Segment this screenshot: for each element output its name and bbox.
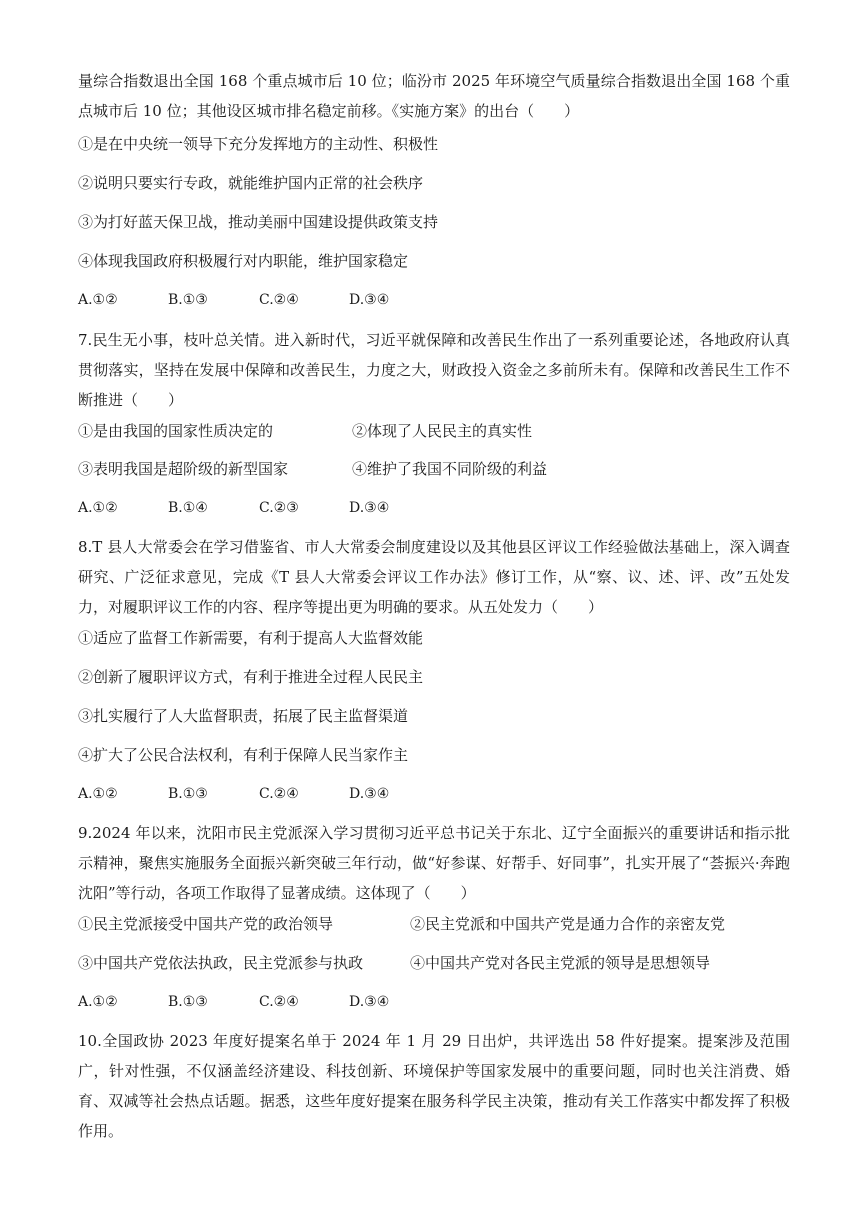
q8-option-4: ④扩大了公民合法权利，有利于保障人民当家作主 — [78, 746, 409, 764]
q7-answer-c: C.②③ — [259, 500, 299, 516]
q7-option-4: ④维护了我国不同阶级的利益 — [352, 460, 548, 478]
q6-answer-a: A.①② — [78, 292, 118, 308]
q6-answer-b: B.①③ — [168, 292, 208, 308]
q8-stem: 8.T 县人大常委会在学习借鉴省、市人大常委会制度建设以及其他县区评议工作经验做法基础上，深入调查研究、广泛征求意见，完成《T 县人大常委会评议工作办法》修订工作，从“察、议、述、评、改”五处发力，对履职评议工作的内容、程序等提出更为明确的要求。从五处发力（ ） — [78, 538, 790, 616]
q9-answer-a: A.①② — [78, 994, 118, 1010]
q9-option-1: ①民主党派接受中国共产党的政治领导 — [78, 915, 334, 933]
q10-stem: 10.全国政协 2023 年度好提案名单于 2024 年 1 月 29 日出炉，共评选出 58 件好提案。提案涉及范围广，针对性强，不仅涵盖经济建设、科技创新、环境保护等国家发展中的重要问题，同时也关注消费、婚育、双减等社会热点话题。据悉，这些年度好提案在服务科学民主决策，推动有关工作落实中都发挥了积极作用。 — [78, 1032, 790, 1140]
q9-option-4: ④中国共产党对各民主党派的领导是思想领导 — [410, 954, 711, 972]
q8-answer-a: A.①② — [78, 786, 118, 802]
q7-answer-b: B.①④ — [168, 500, 208, 516]
q9-answer-c: C.②④ — [259, 994, 299, 1010]
q7-stem: 7.民生无小事，枝叶总关情。进入新时代，习近平就保障和改善民生作出了一系列重要论述，各地政府认真贯彻落实，坚持在发展中保障和改善民生，力度之大，财政投入资金之多前所未有。保障和改善民生工作不断推进（ ） — [78, 331, 790, 409]
q7-answer-d: D.③④ — [349, 500, 390, 516]
q9-answer-d: D.③④ — [349, 994, 390, 1010]
q6-stem-continued: 量综合指数退出全国 168 个重点城市后 10 位；临汾市 2025 年环境空气质量综合指数退出全国 168 个重点城市后 10 位；其他设区城市排名稳定前移。《实施方案》的出台（ ） — [78, 72, 790, 120]
q8-answer-d: D.③④ — [349, 786, 390, 802]
q8-option-1: ①适应了监督工作新需要，有利于提高人大监督效能 — [78, 629, 424, 647]
q6-option-1: ①是在中央统一领导下充分发挥地方的主动性、积极性 — [78, 135, 439, 153]
q7-answer-a: A.①② — [78, 500, 118, 516]
q7-option-1: ①是由我国的国家性质决定的 — [78, 422, 274, 440]
q7-option-2: ②体现了人民民主的真实性 — [352, 422, 533, 440]
q7-option-3: ③表明我国是超阶级的新型国家 — [78, 460, 289, 478]
q6-option-2: ②说明只要实行专政，就能维护国内正常的社会秩序 — [78, 174, 424, 192]
q6-option-4: ④体现我国政府积极履行对内职能，维护国家稳定 — [78, 252, 409, 270]
q8-option-2: ②创新了履职评议方式，有利于推进全过程人民民主 — [78, 668, 424, 686]
q8-option-3: ③扎实履行了人大监督职责，拓展了民主监督渠道 — [78, 707, 409, 725]
q9-answer-b: B.①③ — [168, 994, 208, 1010]
q9-stem: 9.2024 年以来，沈阳市民主党派深入学习贯彻习近平总书记关于东北、辽宁全面振兴的重要讲话和指示批示精神，聚焦实施服务全面振兴新突破三年行动，做“好参谋、好帮手、好同事”，扎实开展了“荟振兴·奔跑沈阳”等行动，各项工作取得了显著成绩。这体现了（ ） — [78, 824, 790, 902]
q6-answer-d: D.③④ — [349, 292, 390, 308]
q9-option-2: ②民主党派和中国共产党是通力合作的亲密友党 — [410, 915, 726, 933]
q8-answer-c: C.②④ — [259, 786, 299, 802]
q8-answer-b: B.①③ — [168, 786, 208, 802]
q6-option-3: ③为打好蓝天保卫战，推动美丽中国建设提供政策支持 — [78, 213, 439, 231]
q9-option-3: ③中国共产党依法执政，民主党派参与执政 — [78, 954, 364, 972]
q6-answer-c: C.②④ — [259, 292, 299, 308]
